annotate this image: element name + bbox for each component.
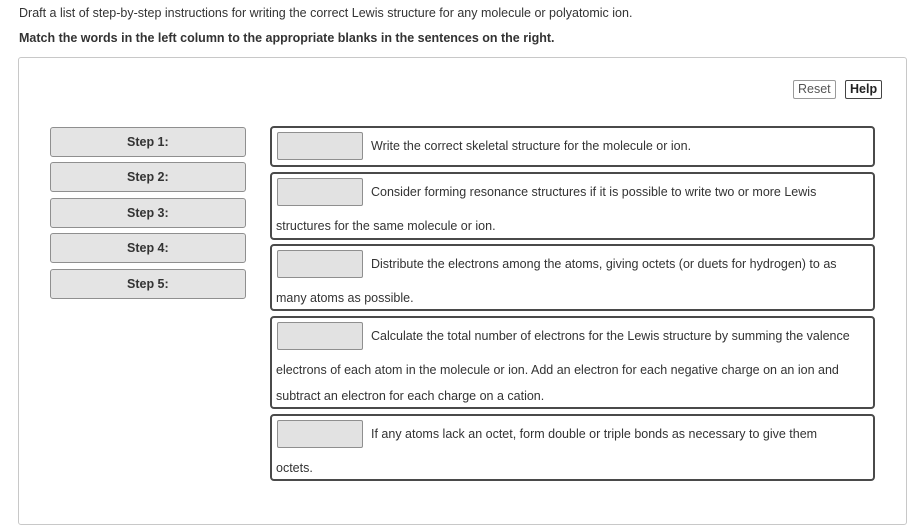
sentence-1-text: Write the correct skeletal structure for the molecule or ion. <box>371 139 692 153</box>
step-2-tile[interactable]: Step 2: <box>50 162 246 192</box>
sentence-5 <box>270 414 875 481</box>
sentence-2 <box>270 172 875 240</box>
step-1-tile[interactable]: Step 1: <box>50 127 246 157</box>
drop-blank-5[interactable] <box>277 420 363 448</box>
sentence-3 <box>270 244 875 311</box>
sentence-5-text-line1: If any atoms lack an octet, form double or triple bonds as necessary to give them <box>371 427 818 441</box>
sentence-2-text-line1: Consider forming resonance structures if it is possible to write two or more Lewis <box>371 185 817 199</box>
instruction-text: Match the words in the left column to the appropriate blanks in the sentences on the right. <box>19 31 555 45</box>
sentence-3-text-line1: Distribute the electrons among the atoms, giving octets (or duets for hydrogen) to as <box>371 257 837 271</box>
reset-button[interactable]: Reset <box>793 80 836 99</box>
sentence-4-text-line1: Calculate the total number of electrons for the Lewis structure by summing the valence <box>371 329 850 343</box>
drop-blank-4[interactable] <box>277 322 363 350</box>
sentence-1 <box>270 126 875 167</box>
step-3-tile[interactable]: Step 3: <box>50 198 246 228</box>
sentence-2-text-rest: structures for the same molecule or ion. <box>276 219 496 233</box>
sentence-5-text-rest: octets. <box>276 461 313 475</box>
drop-blank-3[interactable] <box>277 250 363 278</box>
drop-blank-2[interactable] <box>277 178 363 206</box>
intro-text: Draft a list of step-by-step instructions for writing the correct Lewis structure for any molecule or polyatomic ion. <box>19 6 633 20</box>
sentence-4-text-rest: electrons of each atom in the molecule or ion. Add an electron for each negative charge on an ion and subtract an electron for each charge on a cation. <box>276 363 839 403</box>
sentence-4 <box>270 316 875 409</box>
sentence-3-text-rest: many atoms as possible. <box>276 291 414 305</box>
help-button[interactable]: Help <box>845 80 882 99</box>
drop-blank-1[interactable] <box>277 132 363 160</box>
step-4-tile[interactable]: Step 4: <box>50 233 246 263</box>
step-5-tile[interactable]: Step 5: <box>50 269 246 299</box>
